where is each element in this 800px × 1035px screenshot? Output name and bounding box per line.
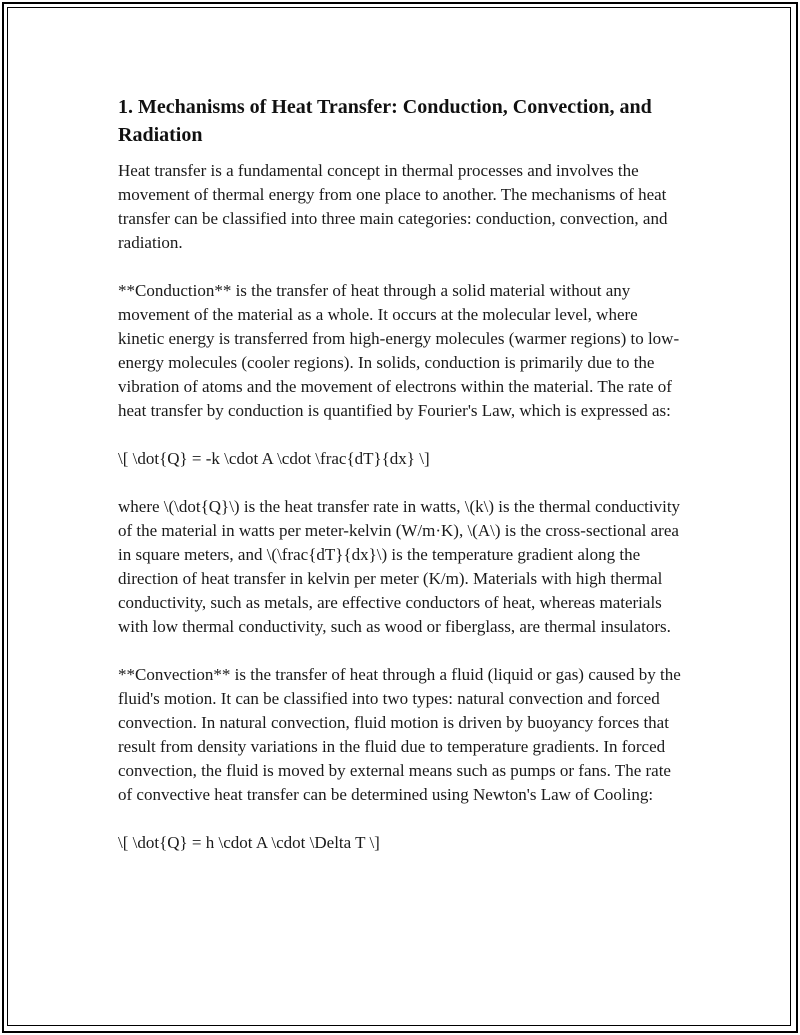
intro-paragraph: Heat transfer is a fundamental concept in thermal processes and involves the movement of thermal energy from one place to another. The mechanisms of heat transfer can be classified into three main categories: conduction, convection, and radiation.: [118, 161, 668, 252]
fourier-law-equation: \[ \dot{Q} = -k \cdot A \cdot \frac{dT}{dx} \]: [118, 449, 430, 468]
fourier-variables-paragraph: where \(\dot{Q}\) is the heat transfer rate in watts, \(k\) is the thermal conductivity of the material in watts per meter-kelvin (W/m·K), \(A\) is the cross-sectional area in square meters, and \(\frac{dT}{dx}\) is the temperature gradient along the direction of heat transfer in kelvin per meter (K/m). Materials with high thermal conductivity, such as metals, are effective conductors of heat, whereas materials with low thermal conductivity, such as wood or fiberglass, are thermal insulators.: [118, 497, 681, 636]
conduction-paragraph: **Conduction** is the transfer of heat through a solid material without any movement of the material as a whole. It occurs at the molecular level, where kinetic energy is transferred from high-energy molecules (warmer regions) to low-energy molecules (cooler regions). In solids, conduction is primarily due to the vibration of atoms and the movement of electrons within the material. The rate of heat transfer by conduction is quantified by Fourier's Law, which is expressed as:: [118, 281, 680, 420]
document-body: [118, 93, 688, 879]
convection-paragraph: **Convection** is the transfer of heat through a fluid (liquid or gas) caused by the fluid's motion. It can be classified into two types: natural convection and forced convection. In natural convection, fluid motion is driven by buoyancy forces that result from density variations in the fluid due to temperature gradients. In forced convection, the fluid is moved by external means such as pumps or fans. The rate of convective heat transfer can be determined using Newton's Law of Cooling:: [118, 665, 681, 804]
newton-cooling-equation: \[ \dot{Q} = h \cdot A \cdot \Delta T \]: [118, 833, 380, 852]
section-heading: 1. Mechanisms of Heat Transfer: Conduction, Convection, and Radiation: [118, 96, 652, 146]
